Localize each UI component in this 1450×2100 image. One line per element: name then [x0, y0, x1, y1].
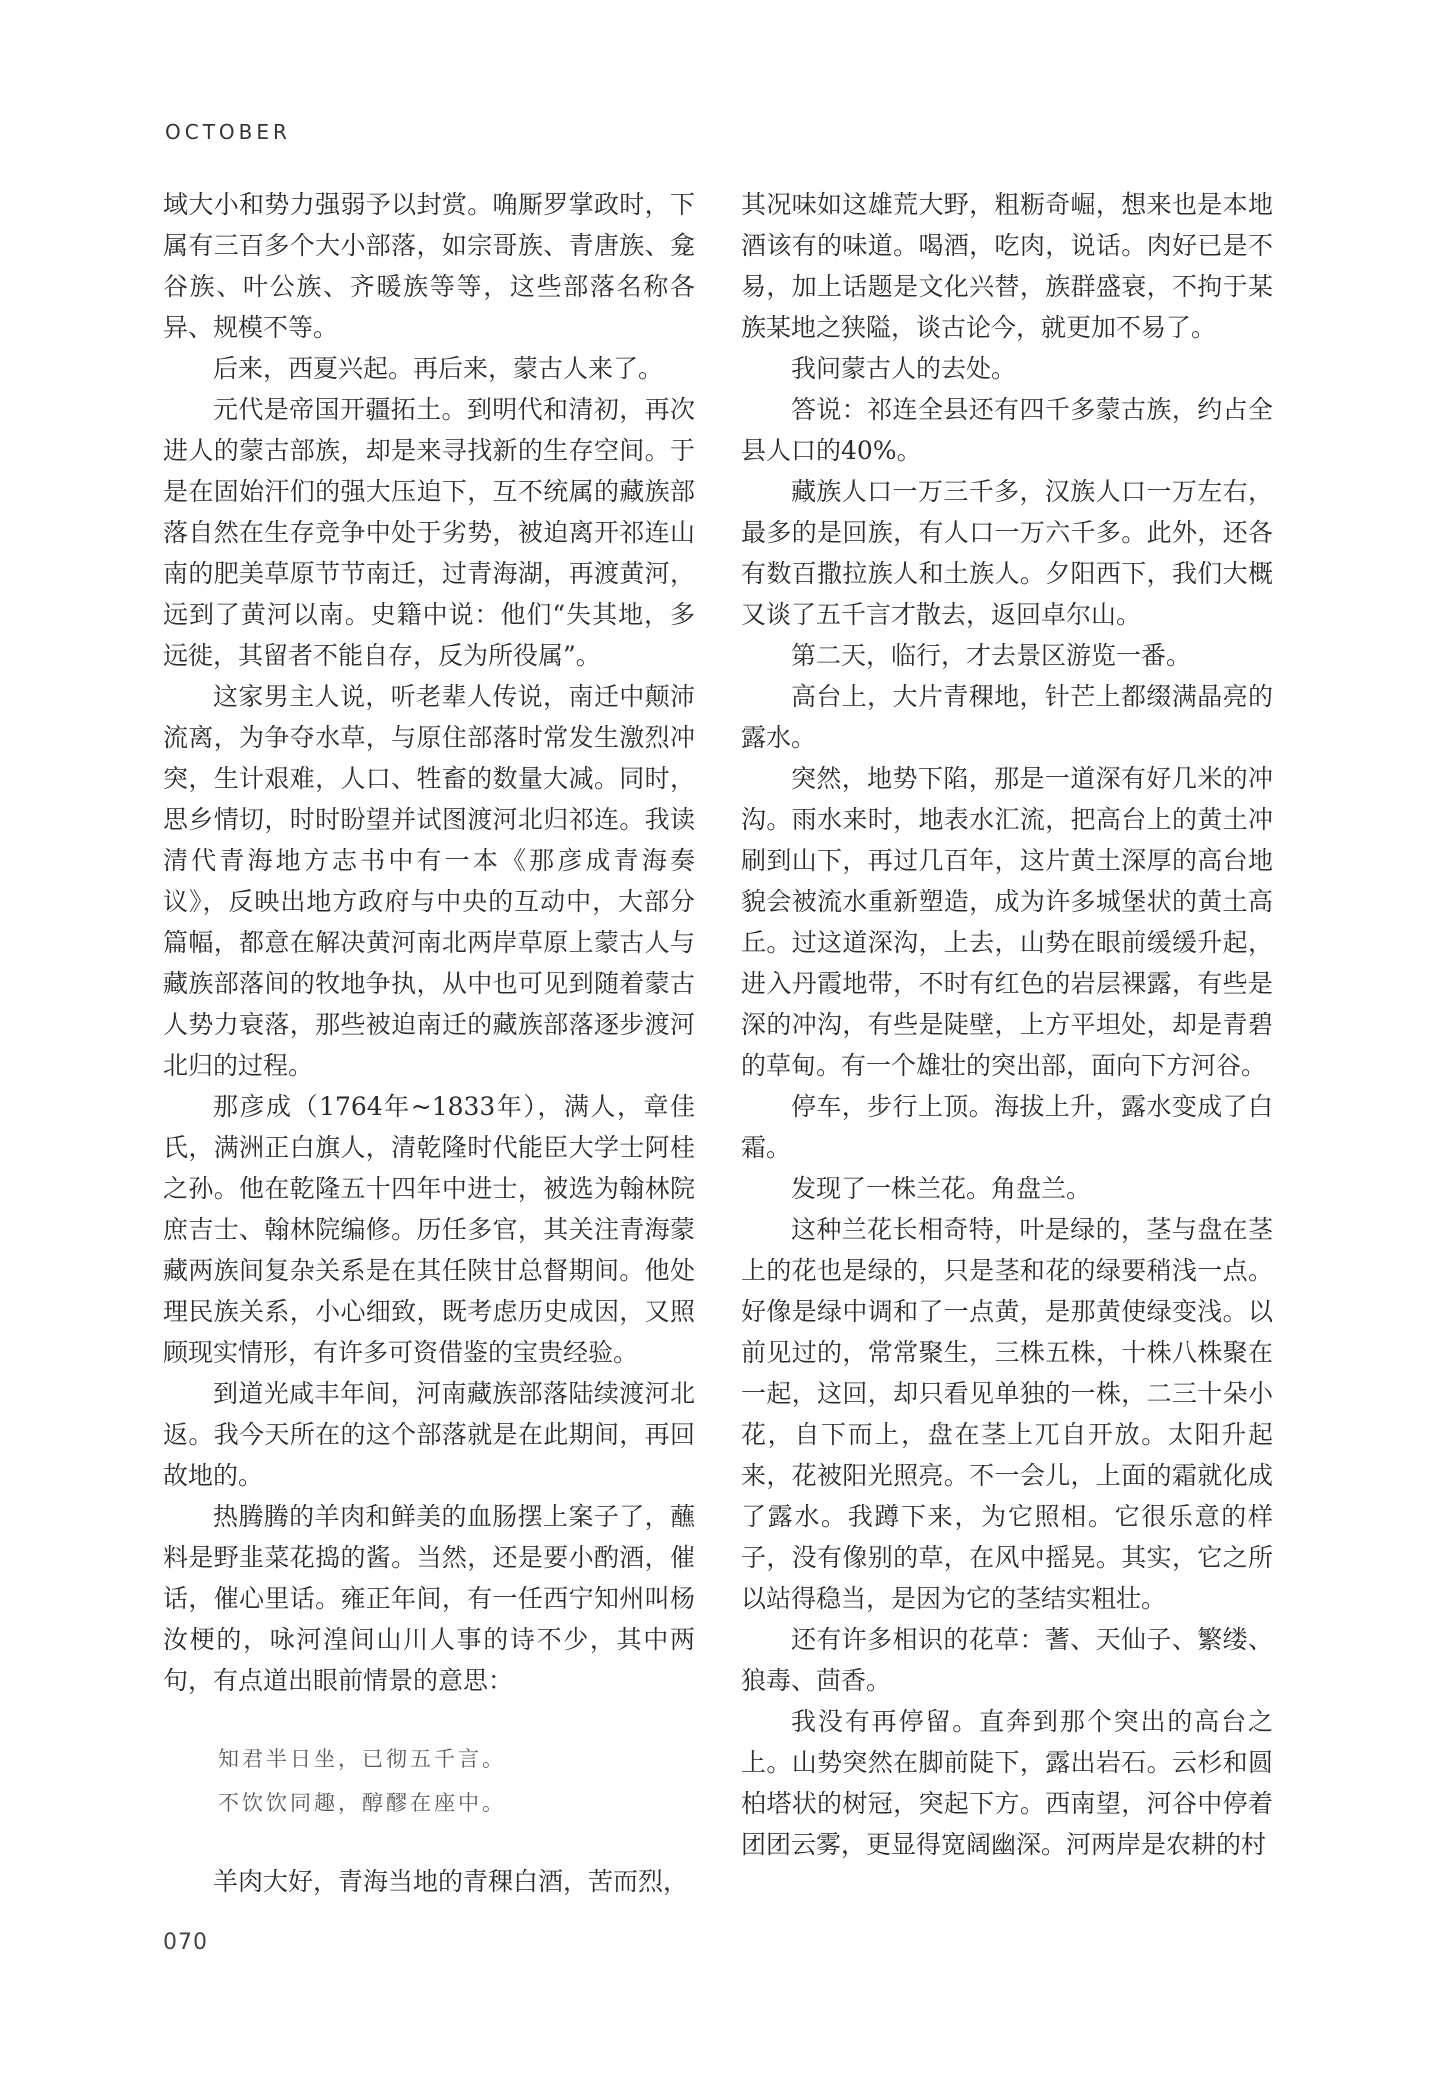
paragraph: 答说：祁连全县还有四千多蒙古族，约占全县人口的40%。 [741, 395, 1273, 465]
paragraph: 第二天，临行，才去景区游览一番。 [791, 641, 1192, 670]
poem-line: 不饮饮同趣，醇醪在座中。 [218, 1791, 506, 1815]
left-column [163, 184, 695, 1902]
paragraph: 发现了一株兰花。角盘兰。 [791, 1174, 1092, 1203]
paragraph: 后来，西夏兴起。再后来，蒙古人来了。 [213, 354, 664, 383]
paragraph: 羊肉大好，青海当地的青稞白酒，苦而烈， [213, 1867, 689, 1896]
paragraph: 停车，步行上顶。海拔上升，露水变成了白霜。 [741, 1092, 1273, 1162]
paragraph: 元代是帝国开疆拓土。到明代和清初，再次进人的蒙古部族，却是来寻找新的生存空间。于是在固始汗们的强大压迫下，互不统属的藏族部落自然在生存竞争中处于劣势，被迫离开祁连山南的肥美草原节节南迁，过青海湖，再渡黄河，远到了黄河以南。史籍中说：他们“失其地，多远徙，其留者不能自存，反为所役属”。 [163, 395, 695, 670]
paragraph: 到道光咸丰年间，河南藏族部落陆续渡河北返。我今天所在的这个部落就是在此期间，再回故地的。 [163, 1379, 695, 1490]
paragraph: 藏族人口一万三千多，汉族人口一万左右，最多的是回族，有人口一万六千多。此外，还各有数百撒拉族人和土族人。夕阳西下，我们大概又谈了五千言才散去，返回卓尔山。 [741, 477, 1273, 629]
poem-line: 知君半日坐，已彻五千言。 [218, 1747, 506, 1771]
paragraph: 域大小和势力强弱予以封赏。唃厮罗掌政时，下属有三百多个大小部落，如宗哥族、青唐族、龛谷族、叶公族、齐暖族等等，这些部落名称各异、规模不等。 [163, 190, 695, 342]
paragraph: 其况味如这雄荒大野，粗粝奇崛，想来也是本地酒该有的味道。喝酒，吃肉，说话。肉好已是不易，加上话题是文化兴替，族群盛衰，不拘于某族某地之狭隘，谈古论今，就更加不易了。 [741, 190, 1273, 342]
right-column [741, 184, 1273, 1865]
poem-quote [163, 1737, 695, 1825]
section-header: OCTOBER [165, 120, 291, 144]
paragraph: 热腾腾的羊肉和鲜美的血肠摆上案子了，蘸料是野韭菜花捣的酱。当然，还是要小酌酒，催话，催心里话。雍正年间，有一任西宁知州叫杨汝梗的，咏河湟间山川人事的诗不少，其中两句，有点道出眼前情景的意思： [163, 1502, 695, 1695]
paragraph: 这种兰花长相奇特，叶是绿的，茎与盘在茎上的花也是绿的，只是茎和花的绿要稍浅一点。好像是绿中调和了一点黄，是那黄使绿变浅。以前见过的，常常聚生，三株五株，十株八株聚在一起，这回，却只看见单独的一株，二三十朵小花，自下而上，盘在茎上兀自开放。太阳升起来，花被阳光照亮。不一会儿，上面的霜就化成了露水。我蹲下来，为它照相。它很乐意的样子，没有像别的草，在风中摇晃。其实，它之所以站得稳当，是因为它的茎结实粗壮。 [741, 1215, 1273, 1613]
paragraph: 高台上，大片青稞地，针芒上都缀满晶亮的露水。 [741, 682, 1273, 752]
paragraph: 那彦成（1764年~1833年），满人，章佳氏，满洲正白旗人，清乾隆时代能臣大学士阿桂之孙。他在乾隆五十四年中进士，被选为翰林院庶吉士、翰林院编修。历任多官，其关注青海蒙藏两族间复杂关系是在其任陕甘总督期间。他处理民族关系，小心细致，既考虑历史成因，又照顾现实情形，有许多可资借鉴的宝贵经验。 [163, 1092, 695, 1367]
paragraph: 还有许多相识的花草：蓍、天仙子、繁缕、狼毒、茴香。 [741, 1625, 1273, 1695]
page-number: 070 [163, 1930, 208, 1955]
paragraph: 我没有再停留。直奔到那个突出的高台之上。山势突然在脚前陡下，露出岩石。云杉和圆柏塔状的树冠，突起下方。西南望，河谷中停着团团云雾，更显得宽阔幽深。河两岸是农耕的村 [741, 1707, 1273, 1859]
paragraph: 我问蒙古人的去处。 [791, 354, 1017, 383]
paragraph: 突然，地势下陷，那是一道深有好几米的冲沟。雨水来时，地表水汇流，把高台上的黄土冲刷到山下，再过几百年，这片黄土深厚的高台地貌会被流水重新塑造，成为许多城堡状的黄土高丘。过这道深沟，上去，山势在眼前缓缓升起，进入丹霞地带，不时有红色的岩层裸露，有些是深的冲沟，有些是陡壁，上方平坦处，却是青碧的草甸。有一个雄壮的突出部，面向下方河谷。 [741, 764, 1273, 1080]
paragraph: 这家男主人说，听老辈人传说，南迁中颠沛流离，为争夺水草，与原住部落时常发生激烈冲突，生计艰难，人口、牲畜的数量大减。同时，思乡情切，时时盼望并试图渡河北归祁连。我读清代青海地方志书中有一本《那彦成青海奏议》，反映出地方政府与中央的互动中，大部分篇幅，都意在解决黄河南北两岸草原上蒙古人与藏族部落间的牧地争执，从中也可见到随着蒙古人势力衰落，那些被迫南迁的藏族部落逐步渡河北归的过程。 [163, 682, 695, 1080]
